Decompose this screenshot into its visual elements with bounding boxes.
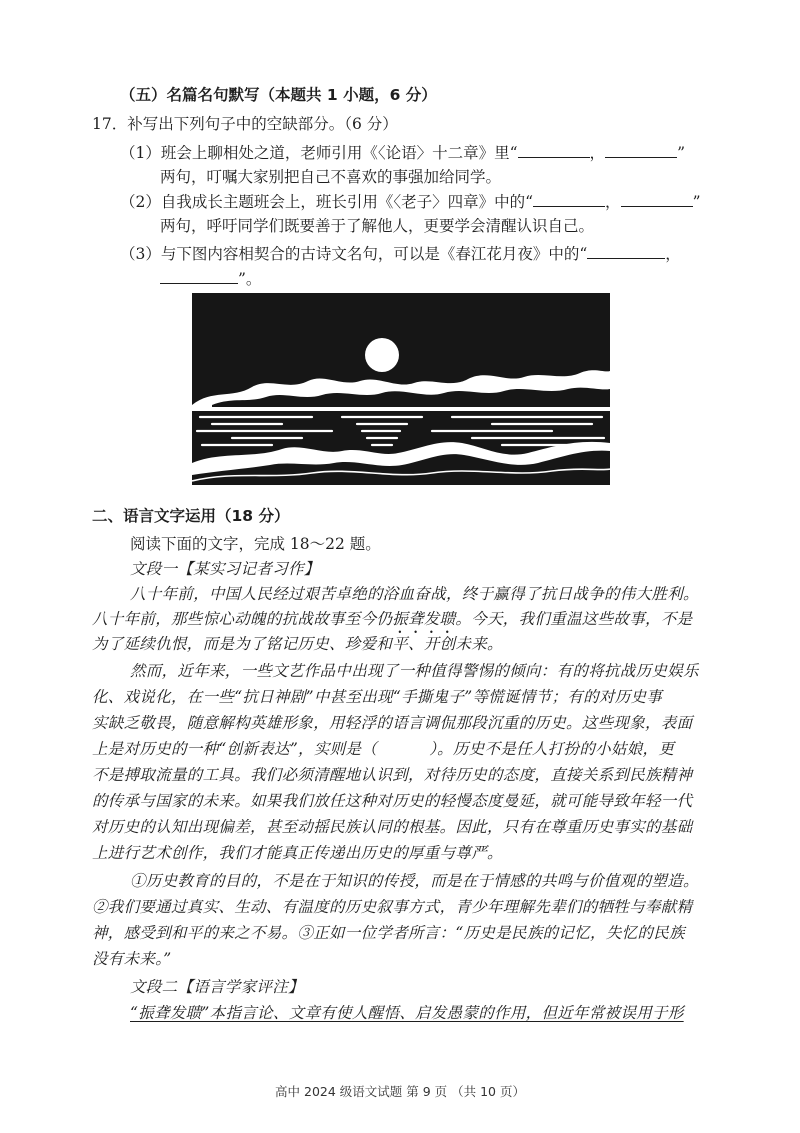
- passage-line: 的传承与国家的未来。如果我们放任这种对历史的轻慢态度曼延，就可能导致年轻一代: [92, 792, 693, 810]
- passage-1-title: 文段一【某实习记者习作】: [130, 560, 320, 578]
- q17-item-2: [120, 191, 701, 213]
- passage-line: [92, 738, 674, 760]
- passage-line: 上进行艺术创作，我们才能真正传递出历史的厚重与尊严。: [92, 844, 503, 862]
- passage-line: 八十年前，中国人民经过艰苦卓绝的浴血奋战，终于赢得了抗日战争的伟大胜利。: [130, 585, 699, 603]
- text-segment: 上是对历史的一种“创新表达”，实则是（: [92, 740, 378, 758]
- close-quote: ”: [692, 193, 701, 211]
- answer-blank[interactable]: [605, 143, 677, 158]
- passage-line: ②我们要通过真实、生动、有温度的历史叙事方式，青少年理解先辈们的牺牲与奉献精: [92, 898, 693, 916]
- answer-blank[interactable]: [621, 192, 693, 207]
- answer-blank[interactable]: [518, 143, 590, 158]
- close-quote-period: ”。: [238, 270, 262, 288]
- instruction: 阅读下面的文字，完成 18～22 题。: [130, 535, 381, 553]
- passage-2-title: 文段二【语言学家评注】: [130, 978, 304, 996]
- question-17-stem: 17．补写出下列句子中的空缺部分。（6 分）: [92, 115, 398, 133]
- answer-blank[interactable]: [160, 269, 238, 284]
- q17-item-2-text: （2）自我成长主题班会上，班长引用《〈老子〉四章》中的“: [120, 193, 534, 211]
- q17-item-1-cont: 两句，叮嘱大家别把自己不喜欢的事强加给同学。: [160, 168, 502, 186]
- section-2-heading: 二、语言文字运用（18 分）: [92, 507, 290, 525]
- q17-item-3: [120, 243, 681, 265]
- comma: ，: [665, 245, 681, 263]
- text-segment: ）。历史不是任人打扮的小姑娘，更: [429, 740, 675, 758]
- passage-line: 化、戏说化，在一些“抗日神剧”中甚至出现“手撕鬼子”等慌诞情节；有的对历史事: [92, 688, 663, 706]
- moon-icon: [365, 338, 399, 372]
- q17-item-1-text: （1）班会上聊相处之道，老师引用《〈论语〉十二章》里“: [120, 144, 518, 162]
- comma: ，: [605, 193, 621, 211]
- close-quote: ”: [677, 144, 685, 162]
- dotted-term: 振聋发聩: [392, 610, 456, 628]
- passage-line: 不是搏取流量的工具。我们必须清醒地认识到，对待历史的态度，直接关系到民族精神: [92, 766, 693, 784]
- section-heading: （五）名篇名句默写（本题共 1 小题，6 分）: [120, 86, 437, 104]
- answer-blank[interactable]: [533, 192, 605, 207]
- page-footer: 高中 2024 级语文试题 第 9 页 （共 10 页）: [275, 1084, 525, 1099]
- passage-line: 对历史的认知出现偏差，甚至动摇民族认同的根基。因此，只有在尊重历史事实的基础: [92, 818, 693, 836]
- moon-over-sea-illustration: [192, 293, 610, 485]
- q17-item-1: [120, 142, 685, 164]
- text-segment: 。今天，我们重温这些故事，不是: [455, 610, 693, 628]
- answer-blank[interactable]: [587, 244, 665, 259]
- passage-line: 然而，近年来，一些文艺作品中出现了一种值得警惕的倾向：有的将抗战历史娱乐: [130, 662, 699, 680]
- q17-item-3-text: （3）与下图内容相契合的古诗文名句，可以是《春江花月夜》中的“: [120, 245, 588, 263]
- horizon: [192, 407, 610, 411]
- passage-line: “振聋发聩”本指言论、文章有使人醒悟、启发愚蒙的作用，但近年常被误用于形: [130, 1004, 684, 1022]
- passage-line: 神，感受到和平的来之不易。③正如一位学者所言：“历史是民族的记忆，失忆的民族: [92, 924, 685, 942]
- passage-line: ①历史教育的目的，不是在于知识的传授，而是在于情感的共鸣与价值观的塑造。: [130, 872, 699, 890]
- comma: ，: [589, 144, 606, 162]
- q17-item-3-cont: [160, 268, 261, 290]
- text-segment: 八十年前，那些惊心动魄的抗战故事至今仍: [92, 610, 393, 628]
- passage-line: 为了延续仇恨，而是为了铭记历史、珍爱和平、开创未来。: [92, 635, 503, 653]
- passage-line: 没有未来。”: [92, 950, 172, 968]
- passage-line: 实缺乏敬畏，随意解构英雄形象，用轻浮的语言调侃那段沉重的历史。这些现象，表面: [92, 714, 693, 732]
- q17-item-2-cont: 两句，呼吁同学们既要善于了解他人，更要学会清醒认识自己。: [160, 217, 595, 235]
